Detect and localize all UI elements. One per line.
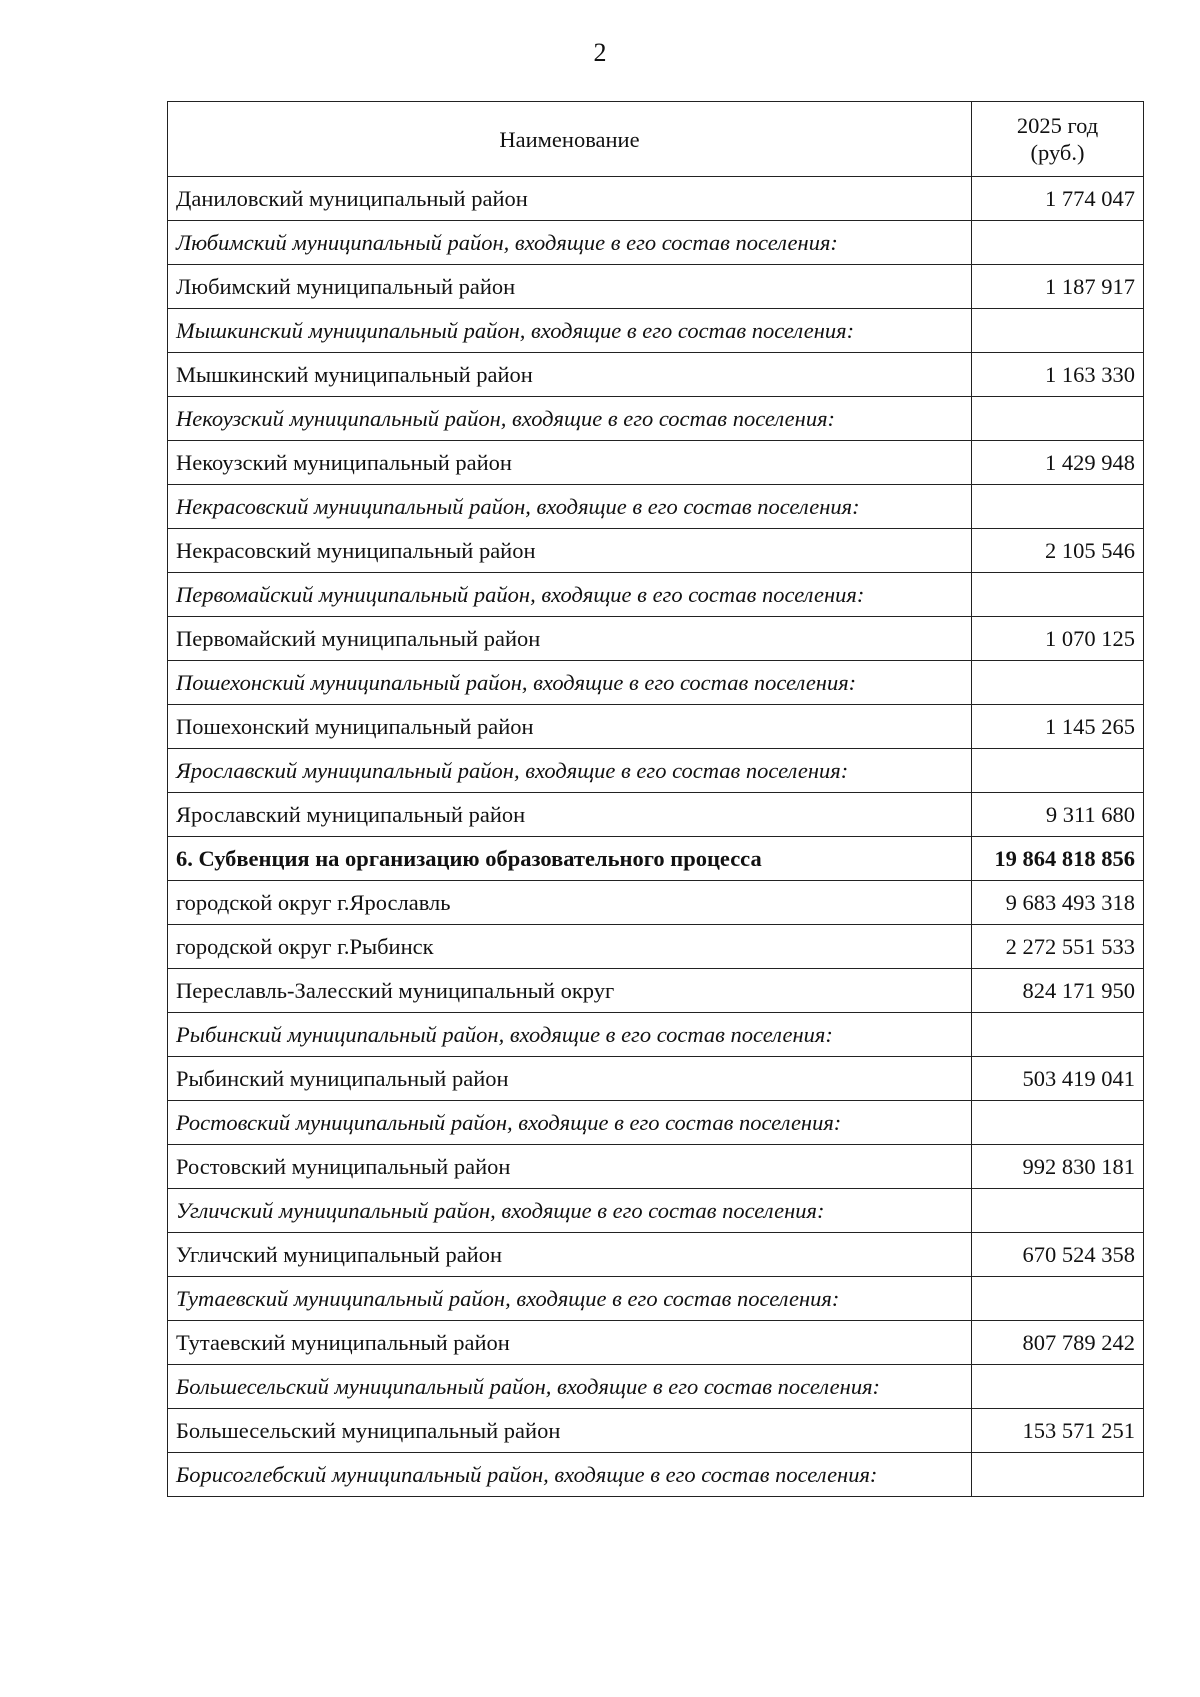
row-name-cell: 6. Субвенция на организацию образовательного процесса: [168, 837, 972, 881]
row-name-cell: Рыбинский муниципальный район, входящие в его состав поселения:: [168, 1013, 972, 1057]
row-name-cell: Ростовский муниципальный район, входящие в его состав поселения:: [168, 1101, 972, 1145]
row-name-cell: Ярославский муниципальный район: [168, 793, 972, 837]
page-number: 2: [593, 38, 607, 67]
table-row: [168, 573, 1144, 617]
table-row: [168, 969, 1144, 1013]
row-value-cell: 1 163 330: [972, 353, 1144, 397]
table-row: [168, 749, 1144, 793]
table-row: [168, 617, 1144, 661]
row-value-cell: [972, 1453, 1144, 1497]
table-row: [168, 397, 1144, 441]
row-value-cell: [972, 661, 1144, 705]
row-name-cell: Мышкинский муниципальный район, входящие в его состав поселения:: [168, 309, 972, 353]
row-value-cell: 503 419 041: [972, 1057, 1144, 1101]
row-value-cell: 2 272 551 533: [972, 925, 1144, 969]
row-name-cell: Пошехонский муниципальный район: [168, 705, 972, 749]
row-value-cell: 992 830 181: [972, 1145, 1144, 1189]
row-value-cell: [972, 749, 1144, 793]
table-row: [168, 837, 1144, 881]
table-row: [168, 529, 1144, 573]
row-value-cell: 9 683 493 318: [972, 881, 1144, 925]
table-row: [168, 1189, 1144, 1233]
row-name-cell: Большесельский муниципальный район: [168, 1409, 972, 1453]
table-header-row: [168, 102, 1144, 177]
column-header-value: [972, 102, 1144, 177]
table-row: [168, 265, 1144, 309]
table-row: [168, 1101, 1144, 1145]
table-row: [168, 485, 1144, 529]
table-row: [168, 1145, 1144, 1189]
row-value-cell: [972, 397, 1144, 441]
row-value-cell: 1 429 948: [972, 441, 1144, 485]
row-name-cell: Мышкинский муниципальный район: [168, 353, 972, 397]
table-row: [168, 1409, 1144, 1453]
row-name-cell: Переславль-Залесский муниципальный округ: [168, 969, 972, 1013]
row-name-cell: Любимский муниципальный район: [168, 265, 972, 309]
row-name-cell: Угличский муниципальный район: [168, 1233, 972, 1277]
row-name-cell: Некрасовский муниципальный район, входящие в его состав поселения:: [168, 485, 972, 529]
row-name-cell: Некоузский муниципальный район: [168, 441, 972, 485]
row-name-cell: Большесельский муниципальный район, входящие в его состав поселения:: [168, 1365, 972, 1409]
table-row: [168, 881, 1144, 925]
row-name-cell: Любимский муниципальный район, входящие в его состав поселения:: [168, 221, 972, 265]
row-value-cell: [972, 573, 1144, 617]
row-name-cell: Ярославский муниципальный район, входящие в его состав поселения:: [168, 749, 972, 793]
row-name-cell: Первомайский муниципальный район: [168, 617, 972, 661]
row-name-cell: Тутаевский муниципальный район: [168, 1321, 972, 1365]
row-value-cell: 1 187 917: [972, 265, 1144, 309]
row-name-cell: Первомайский муниципальный район, входящие в его состав поселения:: [168, 573, 972, 617]
column-header-unit: (руб.): [1030, 140, 1085, 165]
row-name-cell: Ростовский муниципальный район: [168, 1145, 972, 1189]
table-row: [168, 1453, 1144, 1497]
table-row: [168, 441, 1144, 485]
table-row: [168, 177, 1144, 221]
table-row: [168, 705, 1144, 749]
column-header-name: Наименование: [168, 102, 972, 177]
row-value-cell: [972, 221, 1144, 265]
table-row: [168, 925, 1144, 969]
row-name-cell: Тутаевский муниципальный район, входящие в его состав поселения:: [168, 1277, 972, 1321]
budget-table: [167, 101, 1144, 1497]
table-header: [168, 102, 1144, 177]
table-row: [168, 353, 1144, 397]
table-body: [168, 177, 1144, 1497]
row-value-cell: [972, 485, 1144, 529]
row-name-cell: Пошехонский муниципальный район, входящие в его состав поселения:: [168, 661, 972, 705]
table-row: [168, 1013, 1144, 1057]
row-value-cell: 670 524 358: [972, 1233, 1144, 1277]
row-value-cell: 1 774 047: [972, 177, 1144, 221]
table-row: [168, 661, 1144, 705]
row-name-cell: Некоузский муниципальный район, входящие в его состав поселения:: [168, 397, 972, 441]
row-value-cell: 19 864 818 856: [972, 837, 1144, 881]
table-row: [168, 221, 1144, 265]
table-row: [168, 793, 1144, 837]
row-name-cell: Рыбинский муниципальный район: [168, 1057, 972, 1101]
table-row: [168, 1321, 1144, 1365]
row-value-cell: [972, 1277, 1144, 1321]
row-value-cell: [972, 1013, 1144, 1057]
row-value-cell: [972, 1365, 1144, 1409]
row-value-cell: 1 070 125: [972, 617, 1144, 661]
row-value-cell: 153 571 251: [972, 1409, 1144, 1453]
row-value-cell: 2 105 546: [972, 529, 1144, 573]
row-value-cell: 807 789 242: [972, 1321, 1144, 1365]
table-row: [168, 1233, 1144, 1277]
column-header-year: 2025 год: [1016, 113, 1099, 138]
row-value-cell: [972, 309, 1144, 353]
row-value-cell: [972, 1101, 1144, 1145]
row-value-cell: 824 171 950: [972, 969, 1144, 1013]
row-name-cell: Даниловский муниципальный район: [168, 177, 972, 221]
row-value-cell: [972, 1189, 1144, 1233]
row-value-cell: 1 145 265: [972, 705, 1144, 749]
table-row: [168, 1057, 1144, 1101]
table-row: [168, 1277, 1144, 1321]
row-name-cell: Борисоглебский муниципальный район, входящие в его состав поселения:: [168, 1453, 972, 1497]
table-row: [168, 309, 1144, 353]
row-name-cell: городской округ г.Ярославль: [168, 881, 972, 925]
row-name-cell: городской округ г.Рыбинск: [168, 925, 972, 969]
row-name-cell: Угличский муниципальный район, входящие в его состав поселения:: [168, 1189, 972, 1233]
row-value-cell: 9 311 680: [972, 793, 1144, 837]
table-row: [168, 1365, 1144, 1409]
row-name-cell: Некрасовский муниципальный район: [168, 529, 972, 573]
